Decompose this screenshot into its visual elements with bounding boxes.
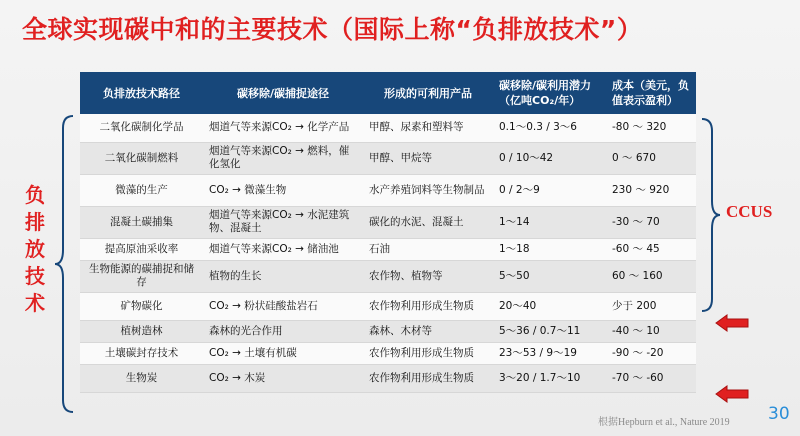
cell-capture-path: CO₂ → 粉状硅酸盐岩石 (203, 292, 363, 320)
table-row (80, 142, 696, 174)
cell-cost: 60 ～ 160 (606, 260, 696, 292)
cell-potential: 3～20 / 1.7～10 (493, 364, 606, 392)
cell-product: 农作物利用形成生物质 (363, 364, 493, 392)
left-label-char: 排 (25, 210, 45, 234)
table-row (80, 342, 696, 364)
left-label-char: 放 (25, 237, 45, 261)
cell-route: 植树造林 (80, 320, 203, 342)
cell-potential: 23～53 / 9～19 (493, 342, 606, 364)
cell-route: 二氧化碳制燃料 (80, 142, 203, 174)
cell-potential: 0 / 10～42 (493, 142, 606, 174)
cell-cost: -70 ～ -60 (606, 364, 696, 392)
left-label-char: 术 (25, 291, 45, 315)
slide-title: 全球实现碳中和的主要技术（国际上称“负排放技术”） (22, 15, 643, 44)
cell-cost: 0 ～ 670 (606, 142, 696, 174)
cell-product: 碳化的水泥、混凝土 (363, 206, 493, 238)
cell-route: 混凝土碳捕集 (80, 206, 203, 238)
cell-potential: 1～18 (493, 238, 606, 260)
header-potential: 碳移除/碳利用潜力（亿吨CO₂/年） (493, 72, 606, 114)
cell-product: 甲醇、尿素和塑料等 (363, 114, 493, 142)
cell-potential: 0.1～0.3 / 3～6 (493, 114, 606, 142)
cell-potential: 0 / 2～9 (493, 174, 606, 206)
red-left-arrow-icon (714, 385, 750, 403)
right-curly-brace-icon (700, 117, 722, 313)
left-label-char: 负 (25, 183, 45, 207)
cell-cost: 少于 200 (606, 292, 696, 320)
cell-product: 农作物、植物等 (363, 260, 493, 292)
cell-product: 水产养殖饲料等生物制品 (363, 174, 493, 206)
cell-potential: 5～36 / 0.7～11 (493, 320, 606, 342)
cell-capture-path: 烟道气等来源CO₂ → 储油池 (203, 238, 363, 260)
cell-potential: 20～40 (493, 292, 606, 320)
table-row (80, 206, 696, 238)
cell-product: 农作物利用形成生物质 (363, 342, 493, 364)
cell-product: 石油 (363, 238, 493, 260)
ccus-label: CCUS (726, 202, 773, 221)
cell-cost: -80 ～ 320 (606, 114, 696, 142)
cell-route: 矿物碳化 (80, 292, 203, 320)
table-row (80, 174, 696, 206)
cell-capture-path: 烟道气等来源CO₂ → 水泥建筑物、混凝土 (203, 206, 363, 238)
cell-route: 土壤碳封存技术 (80, 342, 203, 364)
cell-cost: -40 ～ 10 (606, 320, 696, 342)
table-row (80, 260, 696, 292)
cell-route: 二氧化碳制化学品 (80, 114, 203, 142)
cell-product: 甲醇、甲烷等 (363, 142, 493, 174)
cell-product: 森林、木材等 (363, 320, 493, 342)
cell-cost: 230 ～ 920 (606, 174, 696, 206)
header-cost: 成本（美元，负值表示盈利） (606, 72, 696, 114)
cell-capture-path: CO₂ → 土壤有机碳 (203, 342, 363, 364)
cell-capture-path: 植物的生长 (203, 260, 363, 292)
header-route: 负排放技术路径 (80, 72, 203, 114)
cell-cost: -30 ～ 70 (606, 206, 696, 238)
cell-capture-path: CO₂ → 微藻生物 (203, 174, 363, 206)
cell-capture-path: 烟道气等来源CO₂ → 化学产品 (203, 114, 363, 142)
source-citation: 根据Hepburn et al., Nature 2019 (598, 417, 730, 428)
table-header-row (80, 72, 696, 114)
cell-potential: 5～50 (493, 260, 606, 292)
header-product: 形成的可利用产品 (363, 72, 493, 114)
page-number: 30 (768, 404, 790, 424)
negative-emission-tech-label (20, 182, 50, 317)
cell-route: 生物能源的碳捕捉和储存 (80, 260, 203, 292)
red-left-arrow-icon (714, 314, 750, 332)
left-label-char: 技 (25, 264, 45, 288)
cell-capture-path: 烟道气等来源CO₂ → 燃料，催化氢化 (203, 142, 363, 174)
table-row (80, 364, 696, 392)
cell-product: 农作物利用形成生物质 (363, 292, 493, 320)
cell-cost: -60 ～ 45 (606, 238, 696, 260)
cell-route: 提高原油采收率 (80, 238, 203, 260)
table-row (80, 292, 696, 320)
cell-route: 生物炭 (80, 364, 203, 392)
cell-cost: -90 ～ -20 (606, 342, 696, 364)
cell-capture-path: 森林的光合作用 (203, 320, 363, 342)
table-row (80, 114, 696, 142)
header-capture-path: 碳移除/碳捕捉途径 (203, 72, 363, 114)
negative-emission-table (80, 72, 696, 393)
table-row (80, 238, 696, 260)
cell-potential: 1～14 (493, 206, 606, 238)
table-row (80, 320, 696, 342)
cell-capture-path: CO₂ → 木炭 (203, 364, 363, 392)
left-curly-brace-icon (55, 114, 77, 414)
cell-route: 微藻的生产 (80, 174, 203, 206)
